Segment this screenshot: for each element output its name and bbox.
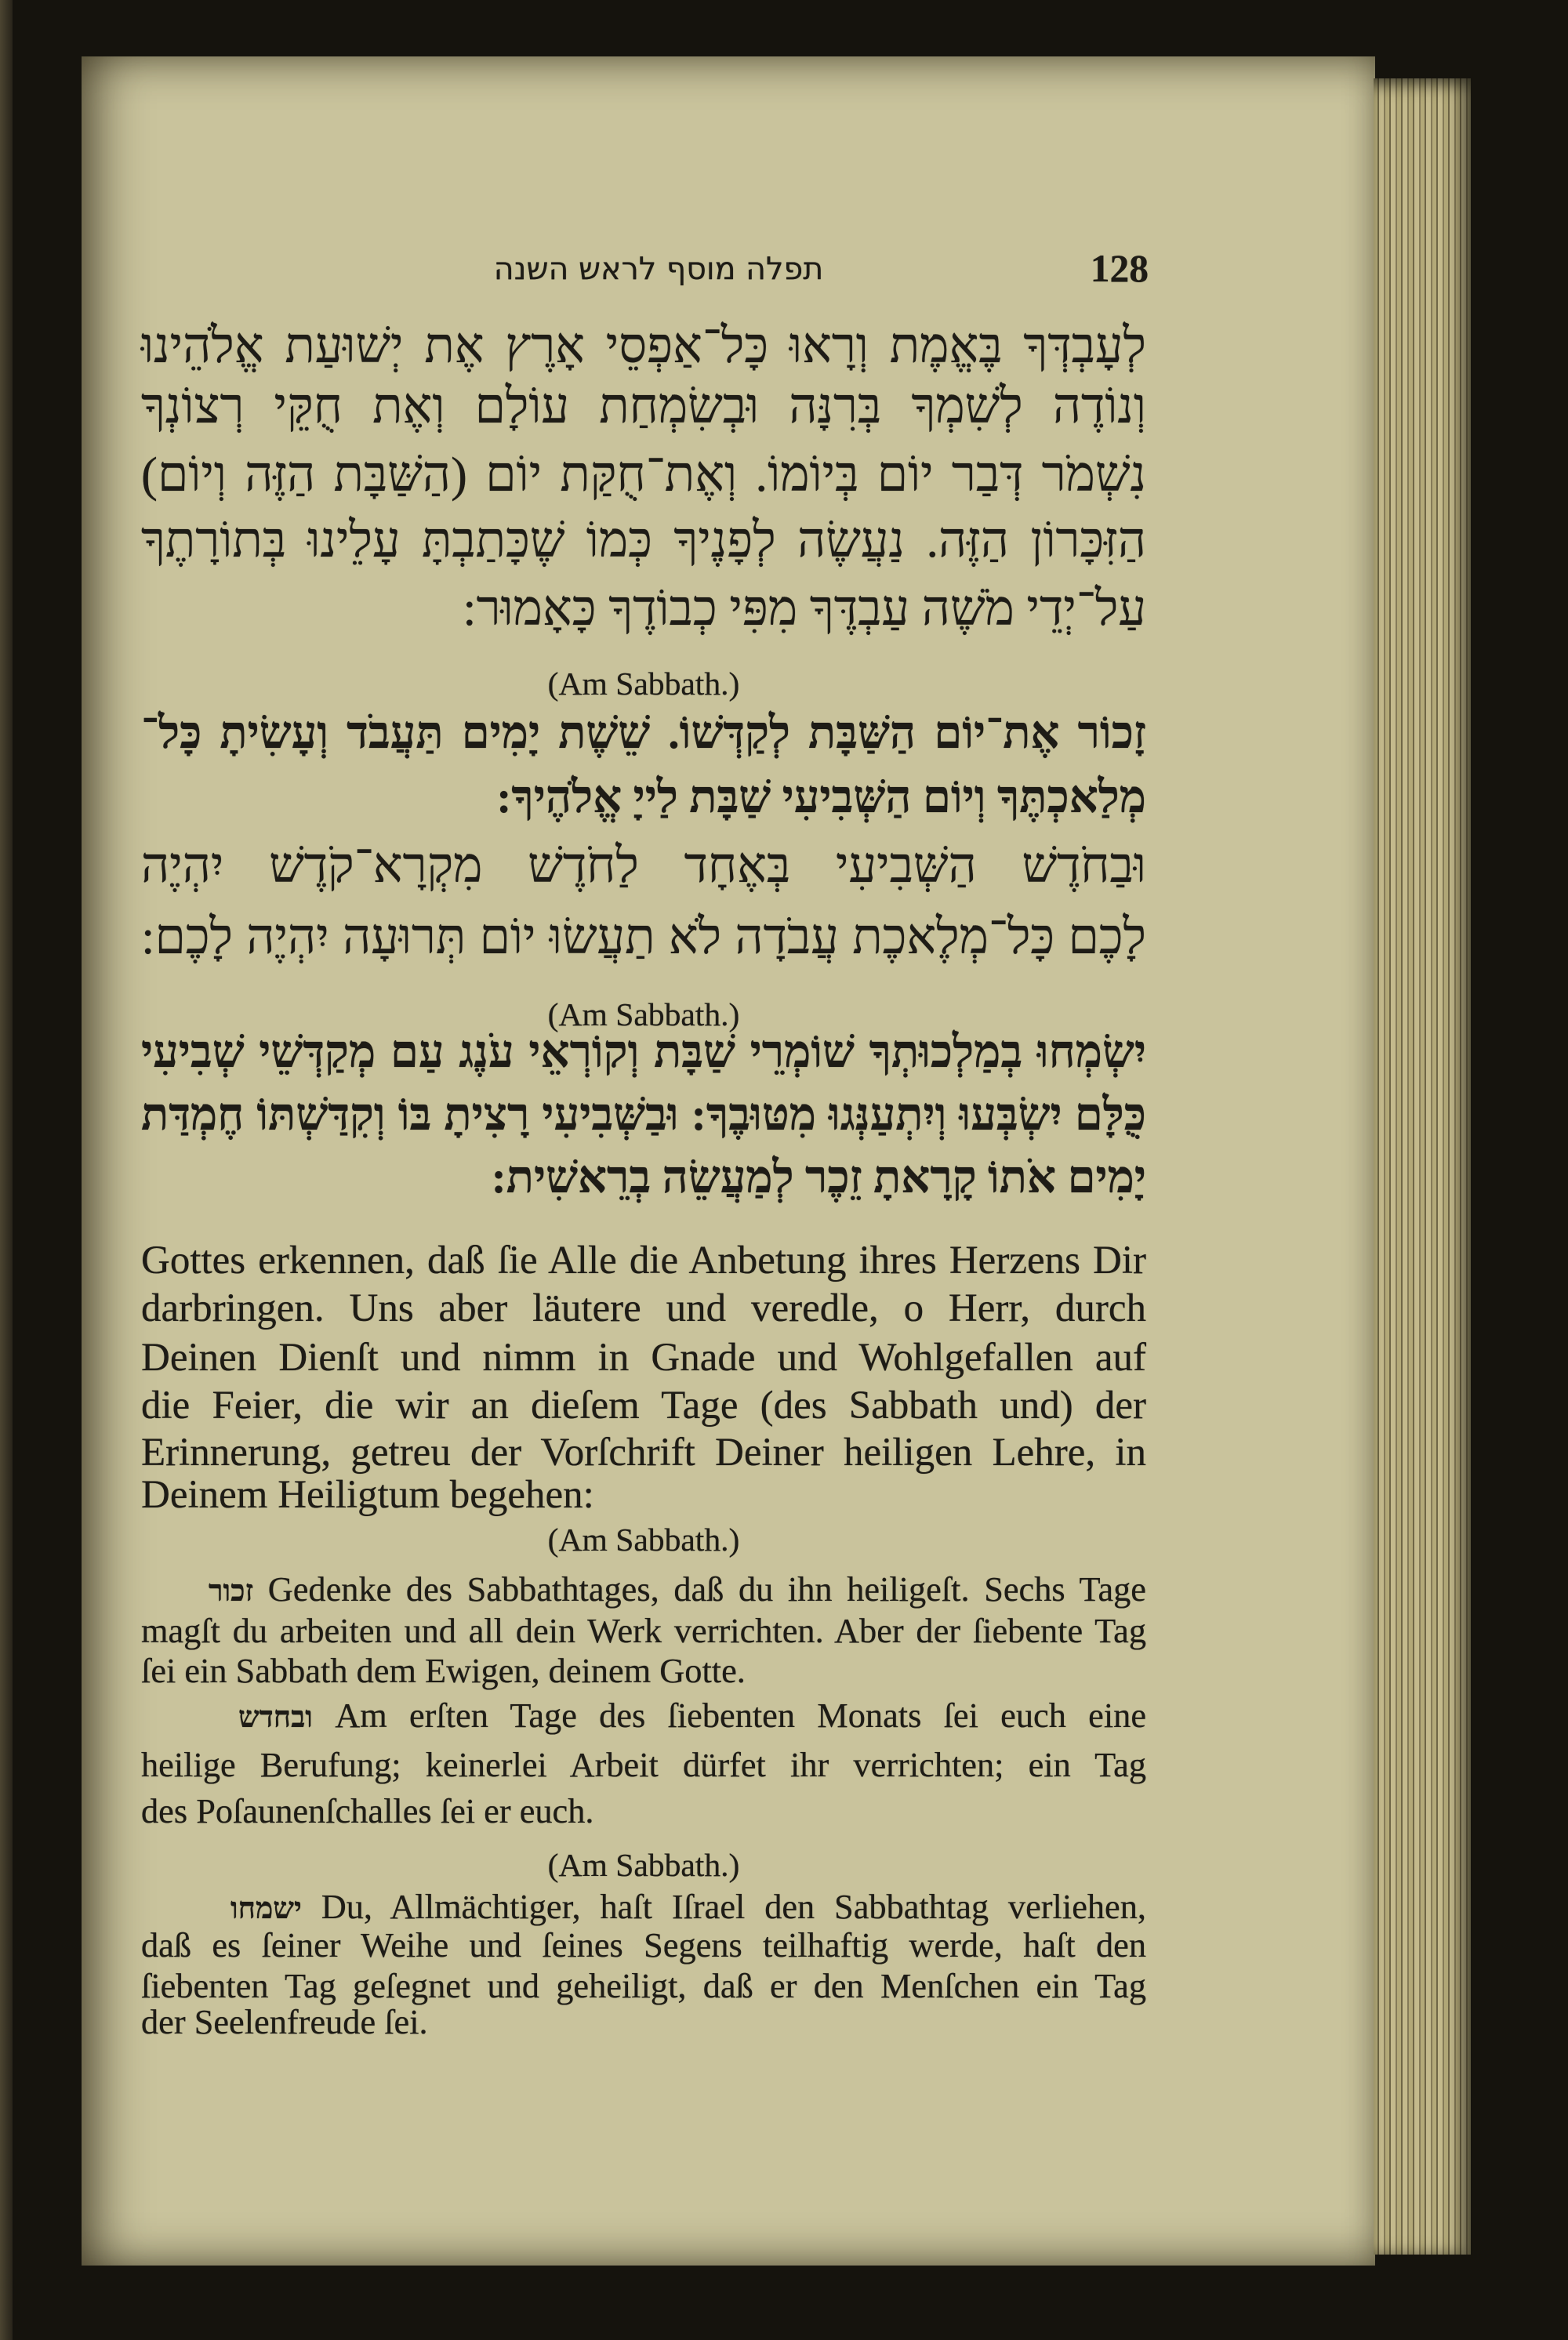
hebrew-text-line <box>141 1023 1146 1083</box>
hebrew-line-text: עַל־יְדֵי מֹשֶׁה עַבְדֶּךָ מִפִּי כְבוֹדֶךָ כָּאָמוּר: <box>463 581 1146 636</box>
rubric-text: (Am Sabbath.) <box>547 666 740 702</box>
german-line-text: heilige Berufung; keinerlei Arbeit dürfet ihr verrichten; ein Tag <box>141 1745 1146 1784</box>
running-head-text: תפלה מוסף לראש השנה <box>493 251 824 287</box>
hebrew-line-text: וְנוֹדֶה לְשִׁמְךָ בְּרִנָּה וּבְשִׂמְחַת עוֹלָם וְאֶת חֻקֵּי רְצוֹנְךָ <box>141 379 1146 434</box>
german-text-line <box>141 1471 1146 1518</box>
running-head <box>463 245 855 292</box>
german-text-line <box>141 1790 1146 1831</box>
german-line-text: ſiebenten Tag geſegnet und geheiligt, daß er den Menſchen ein Tag <box>141 1966 1146 2005</box>
german-text-line <box>141 2001 1146 2042</box>
hebrew-text-line <box>141 833 1146 898</box>
german-text-line <box>141 1569 1146 1609</box>
hebrew-line-text: יָמִים אֹתוֹ קָרָאתָ זֵכֶר לְמַעֲשֵׂה בְרֵאשִׁית: <box>491 1153 1146 1203</box>
german-line-text: daß es ſeiner Weihe und ſeines Segens teilhaftig werde, haſt den <box>141 1925 1146 1965</box>
hebrew-line-text: לְעָבְדְּךָ בֶּאֱמֶת וְרָאוּ כָּל־אַפְסֵי אָרֶץ אֶת יְשׁוּעַת אֱלֹהֵינוּ <box>141 318 1146 373</box>
german-line-content <box>238 1695 1146 1738</box>
german-text-line <box>141 1334 1146 1381</box>
paragraph-label: ובחדש <box>238 1701 313 1734</box>
german-text-line <box>141 1886 1146 1927</box>
adjacent-page-edge <box>0 0 13 2340</box>
german-text-line <box>141 1695 1146 1736</box>
hebrew-text-line <box>141 373 1146 439</box>
hebrew-text-line <box>141 575 1146 641</box>
german-line-text: der Seelenfreude ſei. <box>141 2002 428 2041</box>
german-line-content <box>230 1886 1146 1929</box>
hebrew-text-line <box>141 768 1146 828</box>
german-line-content <box>209 1569 1146 1612</box>
german-line-text: Am erſten Tage des ſiebenten Monats ſei euch eine <box>335 1696 1146 1735</box>
german-line-text: Du, Allmächtiger, haſt Iſrael den Sabbathtag verliehen, <box>321 1887 1146 1926</box>
hebrew-line-text: נִשְׁמֹר דְּבַר יוֹם בְּיוֹמוֹ. וְאֶת־חֻקַּת יוֹם (הַשַּׁבָּת הַזֶּה וְיוֹם) <box>141 447 1146 502</box>
german-text-line <box>141 1382 1146 1429</box>
german-text-line <box>141 1744 1146 1785</box>
hebrew-text-line <box>141 704 1146 764</box>
german-text-line <box>141 1237 1146 1284</box>
german-line-text: Gottes erkennen, daß ſie Alle die Anbetung ihres Herzens Dir <box>141 1239 1146 1282</box>
german-line-text: des Poſaunenſchalles ſei er euch. <box>141 1791 594 1830</box>
german-text-line <box>141 1650 1146 1691</box>
paragraph-label: ישמחו <box>230 1892 302 1925</box>
hebrew-text-line <box>141 441 1146 507</box>
hebrew-text-line <box>141 904 1146 970</box>
hebrew-text-line <box>141 1148 1146 1208</box>
german-text-line <box>141 1965 1146 2006</box>
german-line-text: Gedenke des Sabbathtages, daß du ihn heiligeſt. Sechs Tage <box>267 1569 1146 1609</box>
rubric-am-sabbath <box>141 1843 1146 1887</box>
rubric-am-sabbath <box>141 1518 1146 1562</box>
hebrew-line-text: מְלַאכְתֶּךָ וְיוֹם הַשְּׁבִיעִי שַׁבָּת לַייָ אֱלֹהֶיךָ: <box>496 773 1146 822</box>
german-line-text: ſei ein Sabbath dem Ewigen, deinem Gotte. <box>141 1651 746 1690</box>
german-line-text: darbringen. Uns aber läutere und veredle, o Herr, durch <box>141 1286 1146 1330</box>
german-text-line <box>141 1610 1146 1651</box>
german-line-text: magſt du arbeiten und all dein Werk verrichten. Aber der ſiebente Tag <box>141 1611 1146 1650</box>
hebrew-text-line <box>141 313 1146 379</box>
hebrew-text-line <box>141 507 1146 573</box>
paragraph-label: זכור <box>209 1575 254 1608</box>
german-text-line <box>141 1429 1146 1476</box>
german-text-line <box>141 1285 1146 1332</box>
page-number-text: 128 <box>1090 247 1149 290</box>
rubric-text: (Am Sabbath.) <box>547 1522 740 1558</box>
german-text-line <box>141 1925 1146 1965</box>
page-number <box>1066 245 1149 292</box>
rubric-text: (Am Sabbath.) <box>547 1847 740 1883</box>
hebrew-text-line <box>141 1086 1146 1145</box>
page-stack-edge <box>1374 78 1471 2255</box>
german-line-text: die Feier, die wir an dieſem Tage (des Sabbath und) der <box>141 1384 1146 1428</box>
german-line-text: Deinen Dienſt und nimm in Gnade und Wohlgefallen auf <box>141 1336 1146 1380</box>
hebrew-line-text: כֻּלָּם יִשְׂבְּעוּ וְיִתְעַנְּגוּ מִטּוּבֶךָ: וּבַשְּׁבִיעִי רָצִיתָ בּוֹ וְקִדַּשְׁתּוֹ חֶמְדַּת <box>141 1090 1146 1140</box>
hebrew-line-text: לָכֶם כָּל־מְלֶאכֶת עֲבֹדָה לֹא תַעֲשׂוּ יוֹם תְּרוּעָה יִהְיֶה לָכֶם: <box>141 909 1146 964</box>
hebrew-line-text: יִשְׂמְחוּ בְמַלְכוּתְךָ שׁוֹמְרֵי שַׁבָּת וְקוֹרְאֵי עֹנֶג עַם מְקַדְּשֵׁי שְׁבִיעִי <box>141 1028 1146 1077</box>
hebrew-line-text: זָכוֹר אֶת־יוֹם הַשַּׁבָּת לְקַדְּשׁוֹ. שֵׁשֶׁת יָמִים תַּעֲבֹד וְעָשִׂיתָ כָּל־ <box>141 709 1146 758</box>
hebrew-line-text: וּבַחֹדֶשׁ הַשְּׁבִיעִי בְּאֶחָד לַחֹדֶשׁ מִקְרָא־קֹדֶשׁ יִהְיֶה <box>141 838 1146 893</box>
rubric-am-sabbath <box>141 662 1146 706</box>
german-line-text: Deinem Heiligtum begehen: <box>141 1473 594 1517</box>
hebrew-line-text: הַזִּכָּרוֹן הַזֶּה. נַעֲשֶׂה לְפָנֶיךָ כְּמוֹ שֶׁכָּתַבְתָּ עָלֵינוּ בְּתוֹרָתֶךָ <box>141 513 1146 568</box>
german-line-text: Erinnerung, getreu der Vorſchrift Deiner heiligen Lehre, in <box>141 1431 1146 1475</box>
rubric-text: (Am Sabbath.) <box>547 996 740 1032</box>
